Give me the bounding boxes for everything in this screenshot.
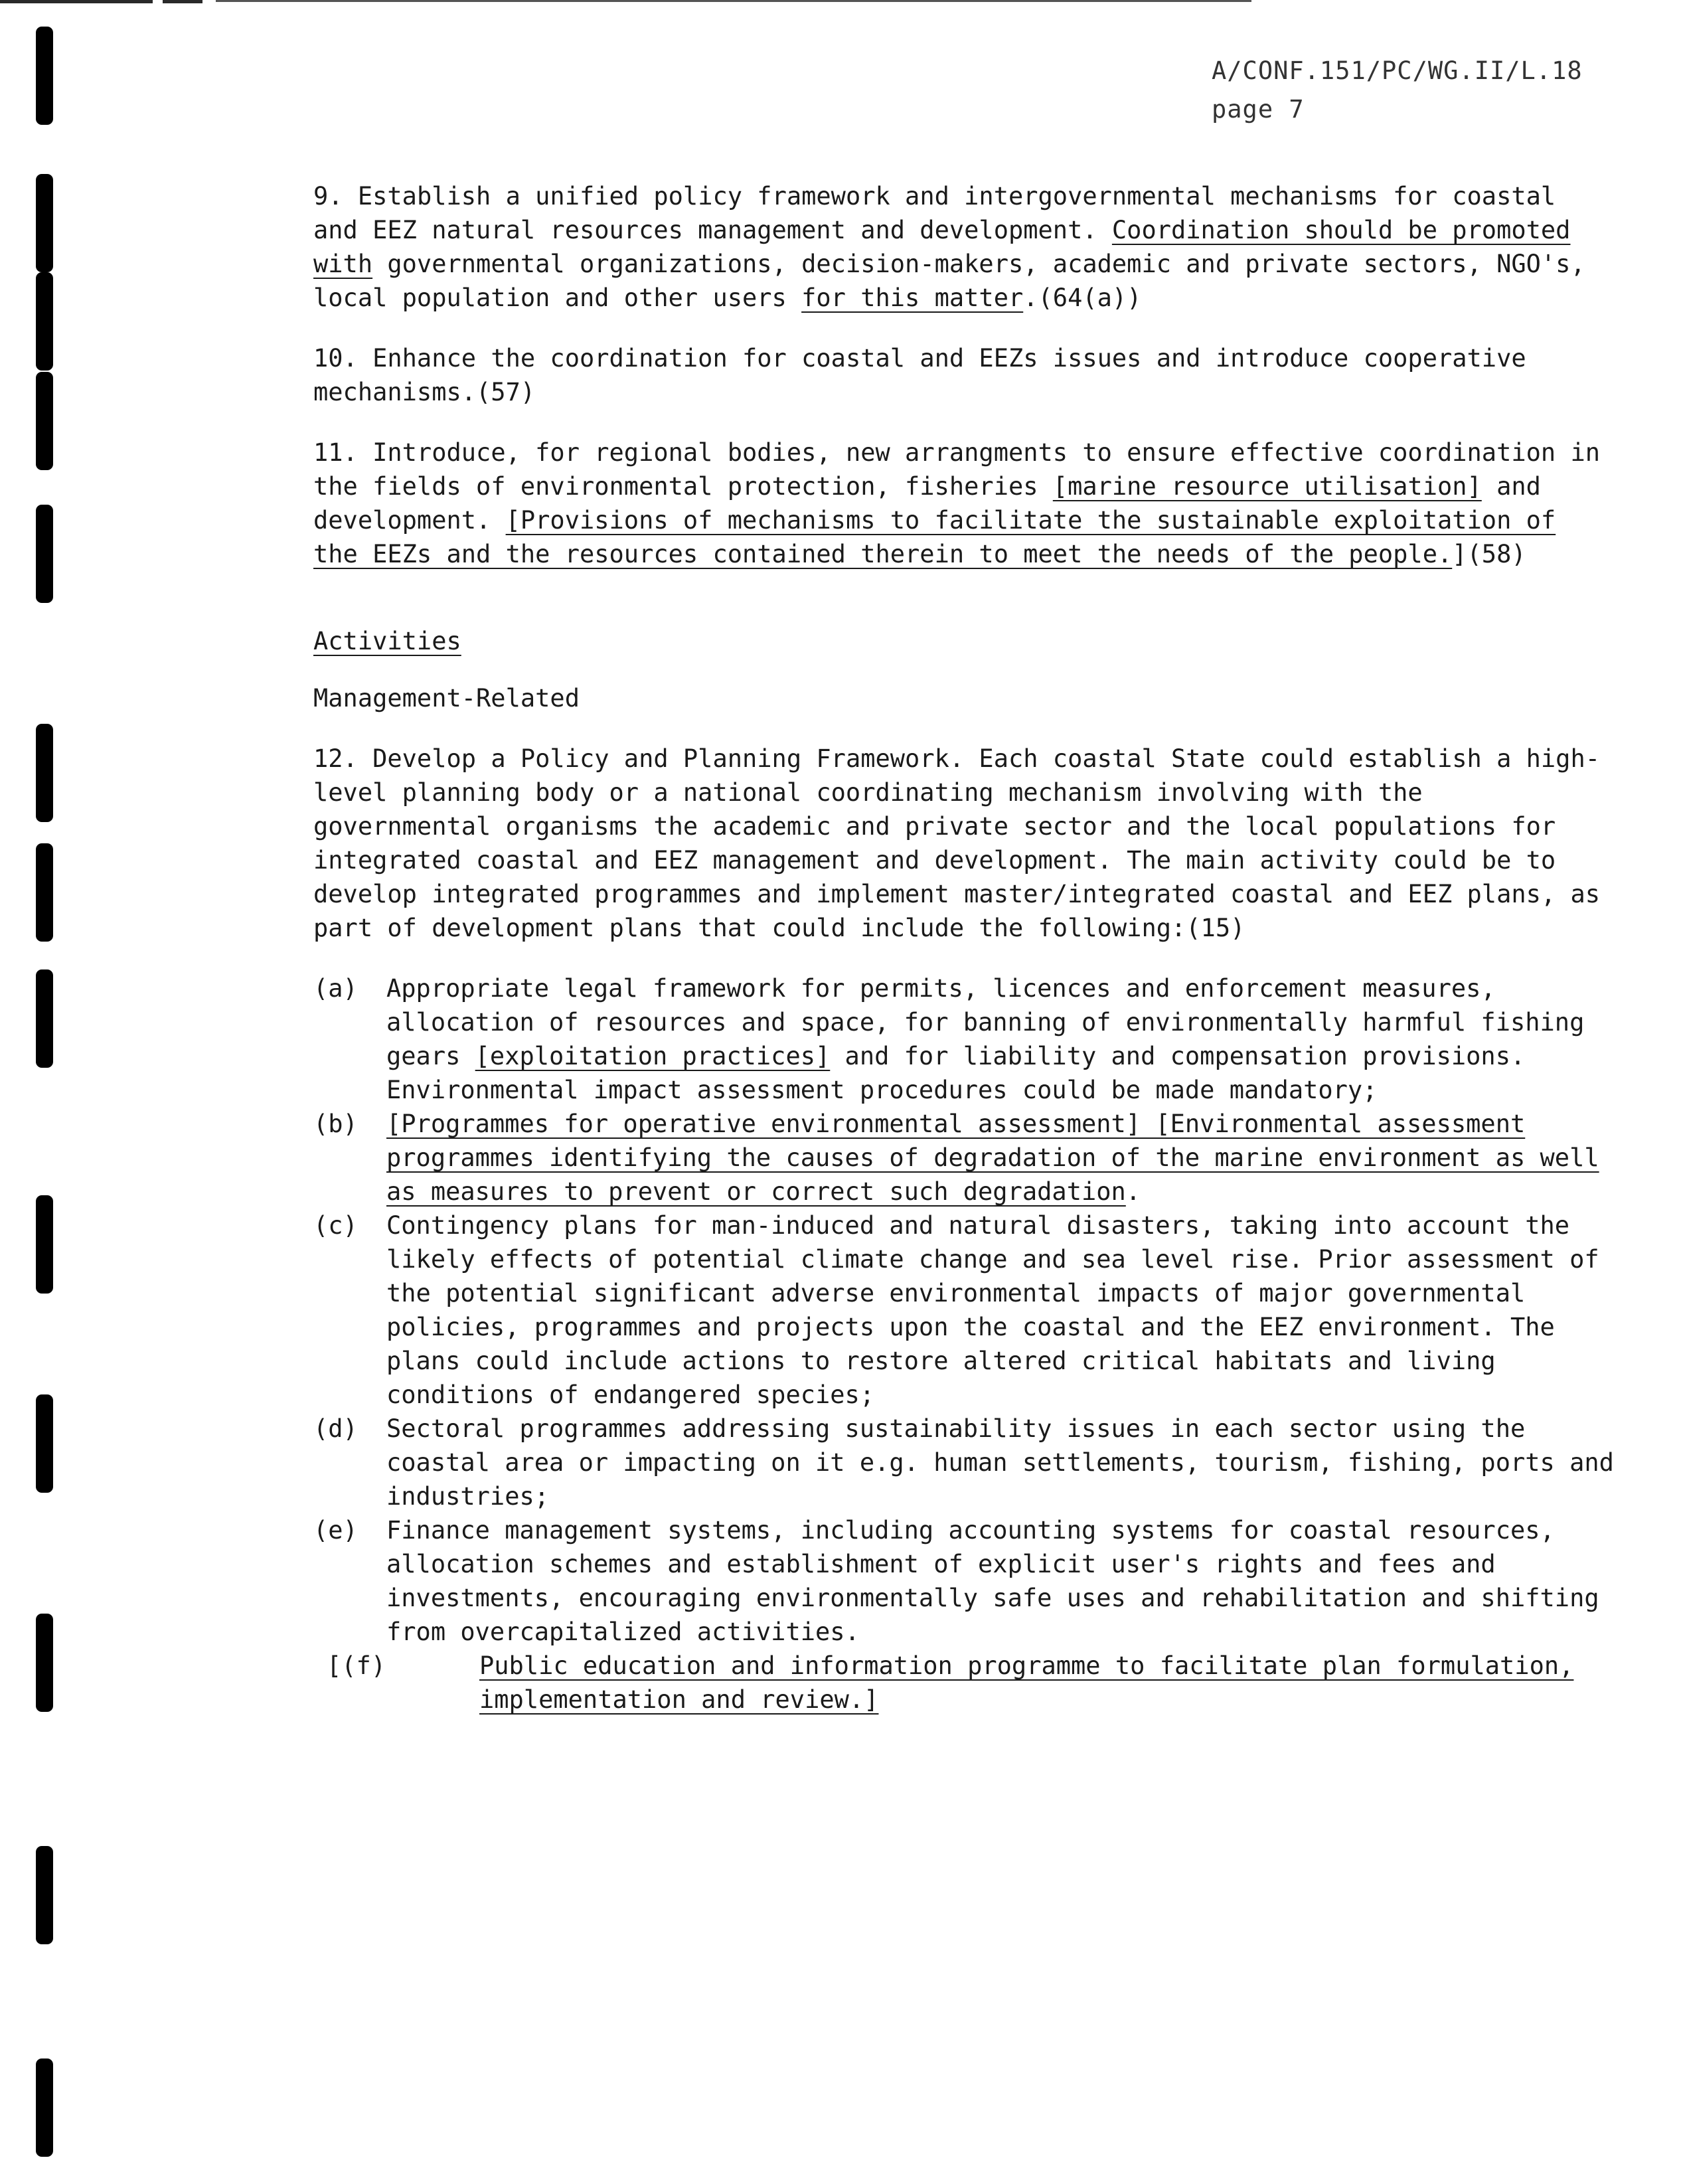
sub-item-text	[386, 1513, 1615, 1649]
text-segment: and for liability and compensation provisions. Environmental impact assessment procedures could be made mandatory;	[386, 1042, 1526, 1104]
activities-heading	[313, 624, 1615, 658]
punch-hole	[36, 174, 53, 272]
sub-item-label: (e)	[313, 1516, 358, 1545]
punch-hole	[36, 27, 53, 125]
sub-item	[313, 1412, 1615, 1513]
paragraph	[313, 436, 1615, 571]
sub-item-text: Public education and information programme to facilitate plan formulation, implementation and review.]	[479, 1651, 1574, 1714]
sub-item	[313, 1513, 1615, 1649]
punch-hole	[36, 2058, 53, 2157]
underlined-text: [Programmes for operative environmental assessment] [Environmental assessment programmes identifying the causes of degradation of the marine environment as well as measures to prevent or correct such degradation	[386, 1110, 1599, 1206]
document-header	[1212, 52, 1583, 129]
sub-item-label: (c)	[313, 1211, 358, 1240]
paragraph-number: 9.	[313, 182, 343, 210]
paragraph-number: 12.	[313, 744, 358, 773]
punch-hole	[36, 1614, 53, 1712]
sub-item-list	[313, 971, 1615, 1649]
management-heading: Management-Related	[313, 684, 580, 713]
sub-item-label: (b)	[313, 1110, 358, 1138]
paragraph-number: 11.	[313, 438, 358, 467]
text-segment: Enhance the coordination for coastal and EEZs issues and introduce cooperative mechanisms.(57)	[313, 344, 1526, 406]
text-segment: Appropriate legal framework for permits, licences and enforcement measures, allocation of resources and space, for banning of environmentally harmful fishing gears	[386, 974, 1585, 1070]
underlined-text: [marine resource utilisation]	[1052, 472, 1482, 501]
paragraph-number: 10.	[313, 344, 358, 373]
sub-item-label: (d)	[313, 1414, 358, 1443]
punch-hole	[36, 1846, 53, 1944]
text-segment: Finance management systems, including accounting systems for coastal resources, allocation schemes and establishment of explicit user's rights and fees and investments, encouraging environmentally safe uses and rehabilitation and shifting from overcapitalized activities.	[386, 1516, 1599, 1646]
paragraph-12	[313, 742, 1615, 945]
sub-item-text	[386, 1107, 1615, 1209]
punch-hole	[36, 505, 53, 603]
paragraph	[313, 179, 1615, 315]
underlined-text: [exploitation practices]	[475, 1042, 831, 1070]
text-segment: Introduce, for regional bodies, new arrangments to ensure effective coordination in the fields of environmental protection, fisheries	[313, 438, 1601, 501]
sub-item-text	[386, 1209, 1615, 1412]
sub-item-label: (a)	[313, 974, 358, 1003]
text-segment: governmental organizations, decision-makers, academic and private sectors, NGO's, local population and other users	[313, 250, 1585, 312]
sub-item	[313, 971, 1615, 1107]
text-segment: .	[1125, 1177, 1141, 1206]
paragraph-list	[313, 179, 1615, 571]
underlined-text: for this matter	[801, 284, 1024, 312]
text-segment: Establish a unified policy framework and intergovernmental mechanisms for coastal and EEZ natural resources management and development.	[313, 182, 1556, 244]
sub-item-text	[386, 1412, 1615, 1513]
sub-item-f	[313, 1649, 1615, 1717]
punch-hole	[36, 969, 53, 1068]
punch-hole	[36, 1394, 53, 1493]
underlined-text: Coordination should be promoted with	[313, 216, 1571, 278]
underlined-text: [Provisions of mechanisms to facilitate the sustainable exploitation of the EEZs and the resources contained therein to meet the needs of the people.	[313, 506, 1556, 568]
punch-hole	[36, 1195, 53, 1294]
punch-hole	[36, 272, 53, 371]
text-segment: and development.	[313, 472, 1541, 535]
page-number: page 7	[1212, 95, 1305, 124]
text-segment: ](58)	[1452, 540, 1526, 568]
document-body	[313, 179, 1615, 1717]
sub-item-text	[386, 971, 1615, 1107]
punch-hole	[36, 724, 53, 822]
activities-heading-text: Activities	[313, 627, 461, 655]
punch-hole	[36, 372, 53, 470]
paragraph-text: Develop a Policy and Planning Framework. Each coastal State could establish a high-level planning body or a national coordinating mechanism involving with the governmental organisms the academic and private sector and the local populations for integrated coastal and EEZ management and development. The main activity could be to develop integrated programmes and implement master/integrated coastal and EEZ plans, as part of development plans that could include the following:(15)	[313, 744, 1601, 942]
document-symbol: A/CONF.151/PC/WG.II/L.18	[1212, 56, 1583, 85]
sub-item	[313, 1107, 1615, 1209]
text-segment: Sectoral programmes addressing sustainability issues in each sector using the coastal area or impacting on it e.g. human settlements, tourism, fishing, ports and industries;	[386, 1414, 1614, 1511]
punch-hole	[36, 843, 53, 942]
sub-item	[313, 1209, 1615, 1412]
top-edge-rule	[0, 0, 153, 3]
paragraph	[313, 341, 1615, 409]
top-edge-rule	[163, 0, 202, 3]
top-edge-rule	[216, 0, 1251, 2]
sub-item-label: [(f)	[327, 1651, 386, 1680]
text-segment: Contingency plans for man-induced and natural disasters, taking into account the likely effects of potential climate change and sea level rise. Prior assessment of the potential significant adverse environmental impacts of major governmental policies, programmes and projects upon the coastal and the EEZ environment. The plans could include actions to restore altered critical habitats and living conditions of endangered species;	[386, 1211, 1599, 1409]
text-segment: .(64(a))	[1023, 284, 1142, 312]
